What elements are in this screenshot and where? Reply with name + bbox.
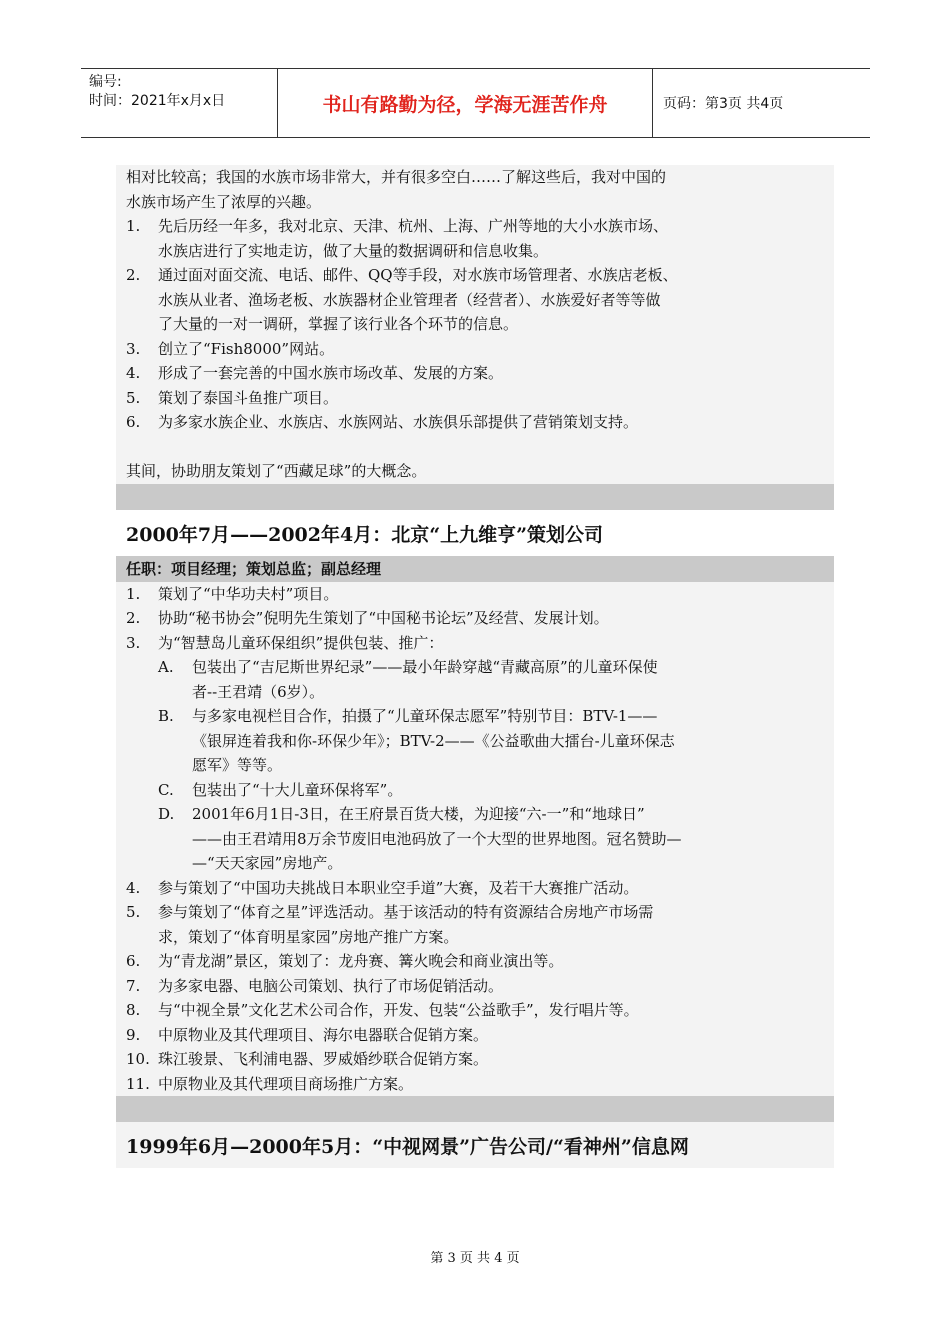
section-title: 1999年6月—2000年5月：“中视网景”广告公司/“看神州”信息网: [116, 1122, 834, 1168]
list-item-text: [158, 361, 503, 386]
list-item-line: 形成了一套完善的中国水族市场改革、发展的方案。: [158, 364, 504, 382]
list-item: [126, 998, 824, 1023]
list-item-line: 为“智慧岛儿童环保组织”提供包装、推广：: [158, 633, 444, 652]
list-item: [126, 876, 824, 901]
list-item-line: 求，策划了“体育明星家园”房地产推广方案。: [158, 927, 459, 946]
list-item: [126, 337, 824, 362]
header-motto: 书山有路勤为径，学海无涯苦作舟: [278, 69, 653, 137]
list-item-number: 4.: [126, 364, 141, 382]
list-item: [126, 1047, 824, 1072]
resume-content: [116, 165, 834, 1168]
list-item-line: 水族店进行了实地走访，做了大量的数据调研和信息收集。: [158, 241, 549, 260]
list-item-number: 3.: [126, 633, 141, 652]
sub-item-letter: D.: [158, 805, 175, 823]
list-item-text: [158, 1072, 413, 1097]
list-item-line: 为多家水族企业、水族店、水族网站、水族俱乐部提供了营销策划支持。: [158, 413, 639, 431]
list-item-number: 5.: [126, 903, 141, 921]
sub-item-line: 2001年6月1日-3日，在王府景百货大楼，为迎接“六-一”和“地球日”: [192, 805, 645, 823]
intro-closing: 其间，协助朋友策划了“西藏足球”的大概念。: [126, 462, 427, 480]
list-item-number: 7.: [126, 976, 141, 995]
sub-item-text: [192, 778, 402, 803]
list-item-number: 6.: [126, 413, 141, 431]
list-item-text: [158, 900, 653, 949]
list-item: [126, 1072, 824, 1097]
list-item-text: [158, 876, 638, 901]
list-item-line: 与“中视全景”文化艺术公司合作，开发、包装“公益歌手”，发行唱片等。: [158, 1001, 639, 1019]
section2-block: [116, 582, 834, 1097]
list-item-number: 2.: [126, 266, 141, 284]
intro-list: [116, 214, 834, 435]
list-item-text: [158, 949, 563, 974]
sub-item-letter: C.: [158, 780, 174, 799]
sub-item-line: —“天天家园”房地产。: [192, 854, 343, 872]
list-item: [126, 1023, 824, 1048]
list-item-line: 珠江骏景、飞利浦电器、罗威婚纱联合促销方案。: [158, 1050, 489, 1068]
list-item: [126, 631, 824, 656]
list-item-number: 9.: [126, 1025, 141, 1044]
list-item-text: [158, 1023, 488, 1048]
document-date: 时间：2021年x月x日: [89, 93, 226, 109]
list-item-line: 策划了泰国斗鱼推广项目。: [158, 388, 339, 407]
list-item-line: 为“青龙湖”景区，策划了：龙舟赛、篝火晚会和商业演出等。: [158, 952, 564, 970]
list-item: [126, 386, 824, 411]
intro-block: [116, 165, 834, 484]
list-item-line: 中原物业及其代理项目商场推广方案。: [158, 1074, 414, 1093]
sub-item-text: [192, 704, 675, 778]
sub-item-line: 者--王君靖（6岁）。: [192, 682, 325, 701]
list-item-line: 创立了“Fish8000”网站。: [158, 339, 335, 358]
list-item-text: [158, 582, 338, 607]
list-item: [126, 263, 824, 337]
sub-item-line: 愿军》等等。: [192, 756, 283, 774]
document-header: [81, 68, 870, 138]
list-item-number: 5.: [126, 388, 141, 407]
list-item-text: [158, 974, 503, 999]
list-item-text: [158, 1047, 488, 1072]
section-divider: [116, 1096, 834, 1122]
sub-list-item: [158, 655, 824, 704]
header-page-info: 页码：第3页 共4页: [663, 96, 784, 112]
intro-line: 水族市场产生了浓厚的兴趣。: [126, 192, 322, 211]
section-divider: [116, 484, 834, 510]
sub-item-letter: A.: [158, 658, 174, 676]
list-item-number: 11.: [126, 1074, 150, 1093]
list-item: [126, 214, 824, 263]
list-item: [126, 900, 824, 949]
header-meta: [81, 69, 278, 137]
list-item: [126, 949, 824, 974]
sub-list-item: [158, 704, 824, 778]
list-item-line: 参与策划了“中国功夫挑战日本职业空手道”大赛，及若干大赛推广活动。: [158, 878, 639, 897]
section-title: 2000年7月——2002年4月：北京“上九维亨”策划公司: [116, 510, 834, 556]
list-item-text: [158, 337, 334, 362]
list-item: [126, 582, 824, 607]
list-item-number: 8.: [126, 1001, 141, 1019]
page-footer: 第 3 页 共 4 页: [430, 1251, 520, 1266]
sub-item-line: 包装出了“十大儿童环保将军”。: [192, 780, 403, 799]
list-item-number: 3.: [126, 339, 141, 358]
list-item: [126, 606, 824, 631]
list-item: [126, 361, 824, 386]
sub-list-item: [158, 778, 824, 803]
document-number-label: 编号:: [89, 74, 122, 90]
list-item-number: 10.: [126, 1050, 150, 1068]
sub-item-line: 包装出了“吉尼斯世界纪录”——最小年龄穿越“青藏高原”的儿童环保使: [192, 658, 658, 676]
list-item-text: [158, 606, 609, 631]
sub-item-letter: B.: [158, 707, 174, 725]
sub-list-item: [158, 802, 824, 876]
sub-item-text: [192, 655, 658, 704]
role-line: 任职：项目经理；策划总监；副总经理: [116, 556, 834, 582]
list-item-text: [158, 263, 678, 337]
list-item-line: 参与策划了“体育之星”评选活动。基于该活动的特有资源结合房地产市场需: [158, 903, 654, 921]
list-item-line: 策划了“中华功夫村”项目。: [158, 584, 339, 603]
list-item-text: [158, 998, 639, 1023]
list-item-text: [158, 631, 443, 656]
list-item-line: 中原物业及其代理项目、海尔电器联合促销方案。: [158, 1025, 489, 1044]
list-item-text: [158, 410, 638, 435]
list-item-line: 了大量的一对一调研，掌握了该行业各个环节的信息。: [158, 315, 519, 333]
list-item: [126, 410, 824, 435]
list-item-line: 协助“秘书协会”倪明先生策划了“中国秘书论坛”及经营、发展计划。: [158, 609, 609, 627]
list-item-number: 4.: [126, 878, 141, 897]
sub-item-line: ——由王君靖用8万余节废旧电池码放了一个大型的世界地图。冠名赞助—: [192, 829, 682, 848]
list-item-line: 为多家电器、电脑公司策划、执行了市场促销活动。: [158, 976, 504, 995]
intro-line: 相对比较高；我国的水族市场非常大，并有很多空白……了解这些后，我对中国的: [126, 168, 667, 186]
list-item-number: 6.: [126, 952, 141, 970]
sub-item-line: 《银屏连着我和你-环保少年》；BTV-2——《公益歌曲大擂台-儿童环保志: [192, 731, 675, 750]
list-item-line: 通过面对面交流、电话、邮件、QQ等手段，对水族市场管理者、水族店老板、: [158, 266, 678, 284]
list-item-text: [158, 214, 668, 263]
sub-item-line: 与多家电视栏目合作，拍摄了“儿童环保志愿军”特别节目：BTV-1——: [192, 707, 658, 725]
list-item-line: 先后历经一年多，我对北京、天津、杭州、上海、广州等地的大小水族市场、: [158, 217, 669, 235]
sub-list: [126, 655, 824, 876]
list-item-number: 1.: [126, 584, 141, 603]
list-item-number: 1.: [126, 217, 141, 235]
list-item-number: 2.: [126, 609, 141, 627]
list-item-line: 水族从业者、渔场老板、水族器材企业管理者（经营者）、水族爱好者等等做: [158, 290, 661, 309]
sub-item-text: [192, 802, 682, 876]
section2-list: [116, 582, 834, 1097]
list-item: [126, 974, 824, 999]
list-item-text: [158, 386, 338, 411]
